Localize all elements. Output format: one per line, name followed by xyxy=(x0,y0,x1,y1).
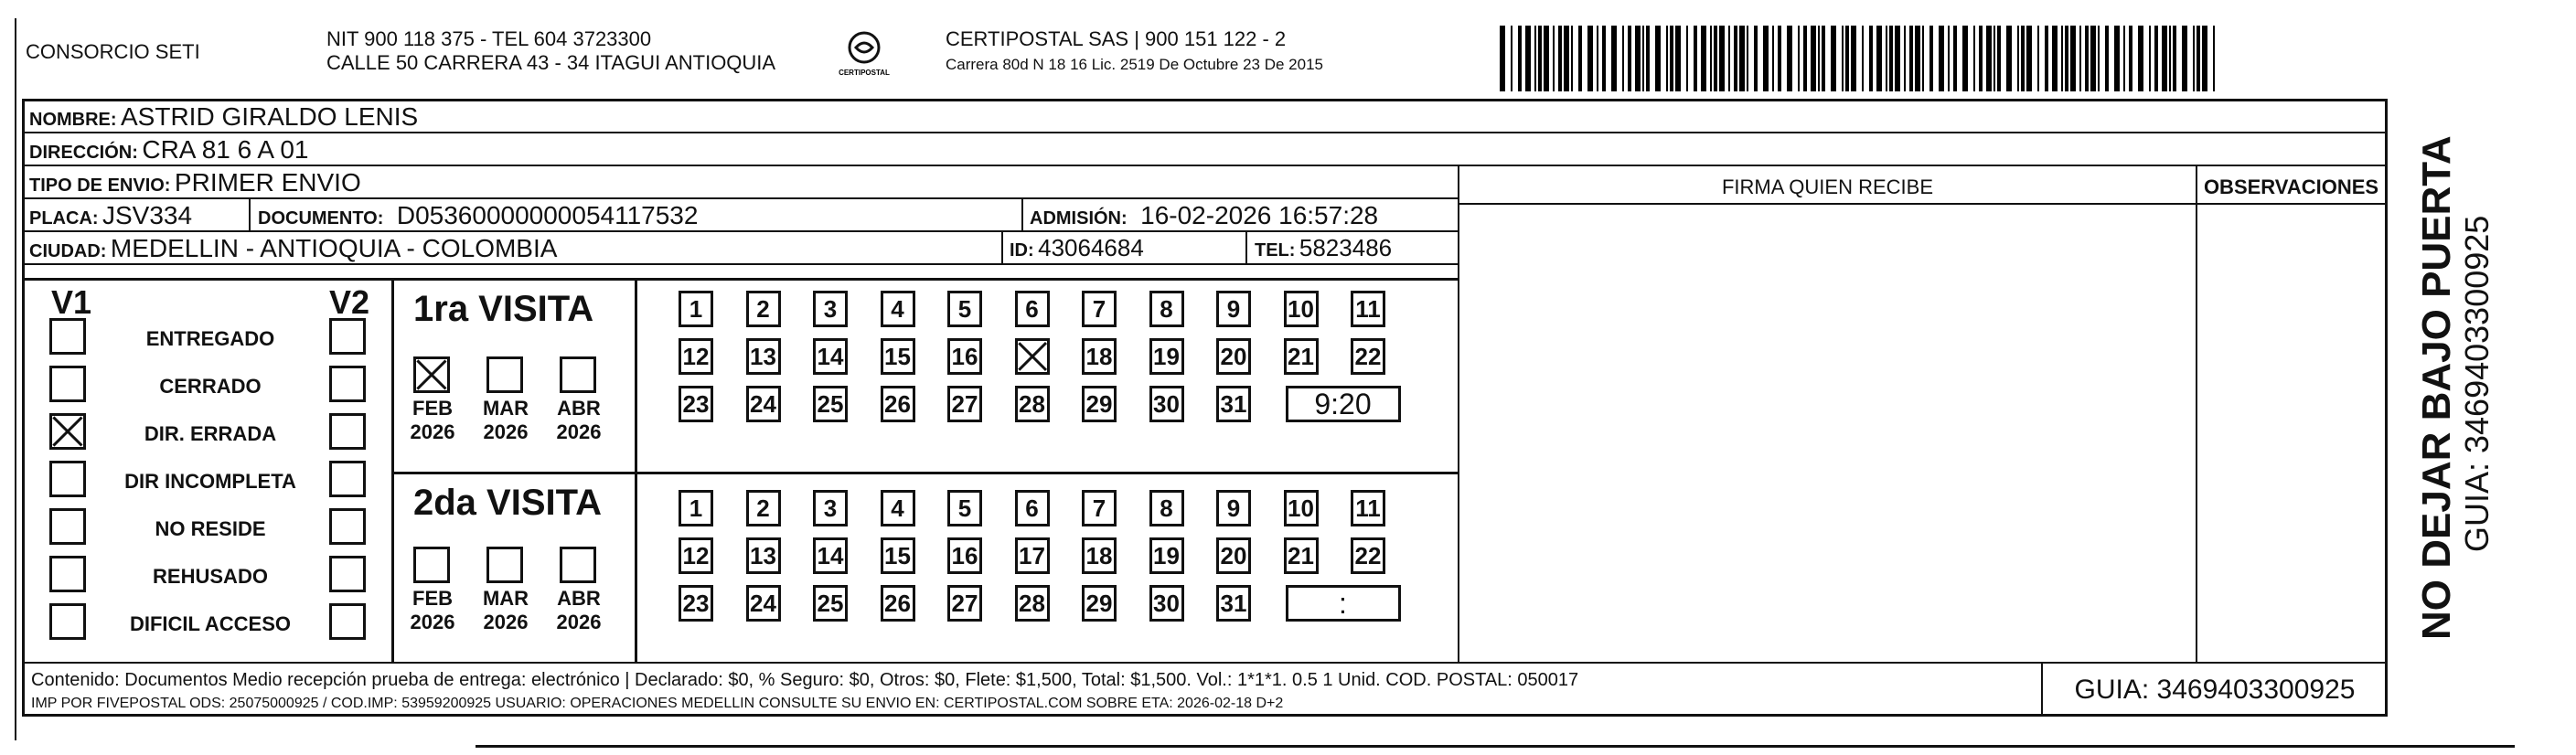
direccion-value: CRA 81 6 A 01 xyxy=(142,135,309,164)
day-box[interactable] xyxy=(1015,338,1050,375)
status-label: DIR. ERRADA xyxy=(144,422,277,445)
day-box[interactable]: 22 xyxy=(1351,338,1385,375)
day-box[interactable]: 23 xyxy=(679,386,713,422)
day-box[interactable]: 6 xyxy=(1015,490,1050,526)
firma-header: FIRMA QUIEN RECIBE xyxy=(1721,175,1934,198)
direccion-row: DIRECCIÓN: CRA 81 6 A 01 xyxy=(29,135,309,164)
day-box[interactable]: 26 xyxy=(881,585,915,622)
tel-row: TEL: 5823486 xyxy=(1255,234,1393,261)
day-box[interactable]: 22 xyxy=(1351,537,1385,574)
status-label: NO RESIDE xyxy=(155,517,266,540)
day-box[interactable]: 28 xyxy=(1015,386,1050,422)
day-box[interactable]: 1 xyxy=(679,291,713,327)
day-box[interactable]: 31 xyxy=(1216,386,1251,422)
certipostal-logo xyxy=(832,27,896,82)
day-box[interactable]: 12 xyxy=(679,338,713,375)
placa-row: PLACA: JSV334 xyxy=(29,201,193,229)
status-label: CERRADO xyxy=(159,375,262,398)
status-label: ENTREGADO xyxy=(145,327,275,350)
ciudad-value: MEDELLIN - ANTIOQUIA - COLOMBIA xyxy=(110,234,558,262)
day-box[interactable]: 17 xyxy=(1015,537,1050,574)
documento-row: DOCUMENTO: D05360000000054117532 xyxy=(258,201,699,229)
nombre-row: NOMBRE: ASTRID GIRALDO LENIS xyxy=(29,102,419,131)
day-box[interactable]: 10 xyxy=(1284,490,1319,526)
day-box[interactable]: 13 xyxy=(746,537,781,574)
day-box[interactable]: 24 xyxy=(746,585,781,622)
day-box[interactable]: 19 xyxy=(1149,338,1184,375)
id-value: 43064684 xyxy=(1038,234,1144,261)
day-box[interactable]: 2 xyxy=(746,291,781,327)
day-box[interactable]: 3 xyxy=(813,490,848,526)
status-v1-checkbox[interactable] xyxy=(49,366,86,402)
nit-line1: NIT 900 118 375 - TEL 604 3723300 xyxy=(326,27,652,50)
month-checkbox[interactable] xyxy=(413,356,450,393)
observaciones-header: OBSERVACIONES xyxy=(2203,175,2379,198)
day-box[interactable]: 18 xyxy=(1082,537,1117,574)
day-box[interactable]: 8 xyxy=(1149,490,1184,526)
day-box[interactable]: 30 xyxy=(1149,585,1184,622)
carrier-line1: CERTIPOSTAL SAS | 900 151 122 - 2 xyxy=(946,27,1287,50)
month-label: FEB 2026 xyxy=(410,397,455,443)
tipo-value: PRIMER ENVIO xyxy=(174,168,361,197)
day-box[interactable]: 30 xyxy=(1149,386,1184,422)
day-box[interactable]: 20 xyxy=(1216,537,1251,574)
month-checkbox[interactable] xyxy=(413,547,450,583)
day-box[interactable]: 6 xyxy=(1015,291,1050,327)
day-box[interactable]: 5 xyxy=(947,490,982,526)
placa-value: JSV334 xyxy=(102,201,193,229)
month-checkbox[interactable] xyxy=(486,356,523,393)
status-v1-checkbox[interactable] xyxy=(49,461,86,497)
status-v1-checkbox[interactable] xyxy=(49,318,86,355)
day-box[interactable]: 2 xyxy=(746,490,781,526)
day-box[interactable]: 29 xyxy=(1082,386,1117,422)
barcode xyxy=(1500,26,2222,91)
status-v2-checkbox[interactable] xyxy=(329,366,366,402)
nit-line2: CALLE 50 CARRERA 43 - 34 ITAGUI ANTIOQUIA xyxy=(326,51,776,74)
day-box[interactable]: 8 xyxy=(1149,291,1184,327)
month-label: MAR 2026 xyxy=(482,397,529,443)
admision-value: 16-02-2026 16:57:28 xyxy=(1140,201,1379,229)
day-box[interactable]: 27 xyxy=(947,585,982,622)
day-box[interactable]: 21 xyxy=(1284,338,1319,375)
day-box[interactable]: 14 xyxy=(813,537,848,574)
day-box[interactable]: 15 xyxy=(881,537,915,574)
status-v1-checkbox[interactable] xyxy=(49,508,86,545)
status-v1-checkbox[interactable] xyxy=(49,556,86,592)
status-v2-checkbox[interactable] xyxy=(329,318,366,355)
nombre-value: ASTRID GIRALDO LENIS xyxy=(121,102,419,131)
month-label: FEB 2026 xyxy=(410,587,455,633)
time-box[interactable]: : xyxy=(1286,585,1401,622)
day-box[interactable]: 1 xyxy=(679,490,713,526)
day-box[interactable]: 26 xyxy=(881,386,915,422)
tipo-row: TIPO DE ENVIO: PRIMER ENVIO xyxy=(29,168,361,197)
admision-row: ADMISIÓN: 16-02-2026 16:57:28 xyxy=(1030,201,1379,229)
day-box[interactable]: 5 xyxy=(947,291,982,327)
day-box[interactable]: 11 xyxy=(1351,490,1385,526)
day-box[interactable]: 9 xyxy=(1216,490,1251,526)
status-v1-checkbox[interactable] xyxy=(49,413,86,450)
v2-header: V2 xyxy=(329,283,370,321)
day-box[interactable]: 13 xyxy=(746,338,781,375)
no-dejar-bajo-puerta: NO DEJAR BAJO PUERTA xyxy=(2414,135,2459,640)
day-box[interactable]: 18 xyxy=(1082,338,1117,375)
month-checkbox[interactable] xyxy=(486,547,523,583)
day-box[interactable]: 16 xyxy=(947,537,982,574)
day-box[interactable]: 31 xyxy=(1216,585,1251,622)
status-v2-checkbox[interactable] xyxy=(329,508,366,545)
day-box[interactable]: 19 xyxy=(1149,537,1184,574)
carrier-line2: Carrera 80d N 18 16 Lic. 2519 De Octubre 23 De 2015 xyxy=(946,56,1323,73)
day-box[interactable]: 28 xyxy=(1015,585,1050,622)
footer-line2: IMP POR FIVEPOSTAL ODS: 25075000925 / COD.IMP: 53959200925 USUARIO: OPERACIONES MEDELLIN CONSULTE SU ENVIO EN: CERTIPOSTAL.COM SOBRE ETA: 2026-02-18 D+2 xyxy=(31,696,1284,711)
month-label: ABR 2026 xyxy=(556,397,602,443)
status-v2-checkbox[interactable] xyxy=(329,556,366,592)
day-box[interactable]: 16 xyxy=(947,338,982,375)
day-box[interactable]: 7 xyxy=(1082,490,1117,526)
day-box[interactable]: 14 xyxy=(813,338,848,375)
day-box[interactable]: 12 xyxy=(679,537,713,574)
month-label: ABR 2026 xyxy=(556,587,602,633)
visit2-title: 2da VISITA xyxy=(413,483,602,523)
day-box[interactable]: 7 xyxy=(1082,291,1117,327)
visit1-title: 1ra VISITA xyxy=(413,289,594,329)
day-box[interactable]: 4 xyxy=(881,490,915,526)
logo-text: CERTIPOSTAL xyxy=(839,69,890,77)
day-box[interactable]: 25 xyxy=(813,585,848,622)
footer-guia: GUIA: 3469403300925 xyxy=(2074,675,2356,705)
day-box[interactable]: 20 xyxy=(1216,338,1251,375)
day-box[interactable]: 27 xyxy=(947,386,982,422)
day-box[interactable]: 9 xyxy=(1216,291,1251,327)
status-label: DIFICIL ACCESO xyxy=(129,612,291,635)
day-box[interactable]: 21 xyxy=(1284,537,1319,574)
status-v1-checkbox[interactable] xyxy=(49,603,86,640)
day-box[interactable]: 11 xyxy=(1351,291,1385,327)
footer-line1: Contenido: Documentos Medio recepción prueba de entrega: electrónico | Declarado: $0, % Seguro: $0, Otros: $0, Flete: $1,500, Total: $1,500. Vol.: 1*1*1. 0.5 1 Unid. COD. POSTAL: 050017 xyxy=(31,670,1579,690)
id-row: ID: 43064684 xyxy=(1010,234,1144,261)
side-guia: GUIA: 3469403300925 xyxy=(2458,215,2496,552)
month-label: MAR 2026 xyxy=(482,587,529,633)
status-label: DIR INCOMPLETA xyxy=(124,470,296,493)
day-box[interactable]: 4 xyxy=(881,291,915,327)
company-name: CONSORCIO SETI xyxy=(26,40,200,63)
day-box[interactable]: 25 xyxy=(813,386,848,422)
tel-value: 5823486 xyxy=(1299,234,1393,261)
day-box[interactable]: 29 xyxy=(1082,585,1117,622)
status-v2-checkbox[interactable] xyxy=(329,413,366,450)
status-label: REHUSADO xyxy=(153,565,268,588)
ciudad-row: CIUDAD: MEDELLIN - ANTIOQUIA - COLOMBIA xyxy=(29,234,558,262)
month-checkbox[interactable] xyxy=(560,356,596,393)
v1-header: V1 xyxy=(51,283,92,321)
day-box[interactable]: 24 xyxy=(746,386,781,422)
day-box[interactable]: 15 xyxy=(881,338,915,375)
month-checkbox[interactable] xyxy=(560,547,596,583)
day-box[interactable]: 10 xyxy=(1284,291,1319,327)
day-box[interactable]: 23 xyxy=(679,585,713,622)
time-box[interactable]: 9:20 xyxy=(1286,386,1401,422)
status-v2-checkbox[interactable] xyxy=(329,461,366,497)
status-v2-checkbox[interactable] xyxy=(329,603,366,640)
documento-value: D05360000000054117532 xyxy=(396,201,699,229)
day-box[interactable]: 3 xyxy=(813,291,848,327)
